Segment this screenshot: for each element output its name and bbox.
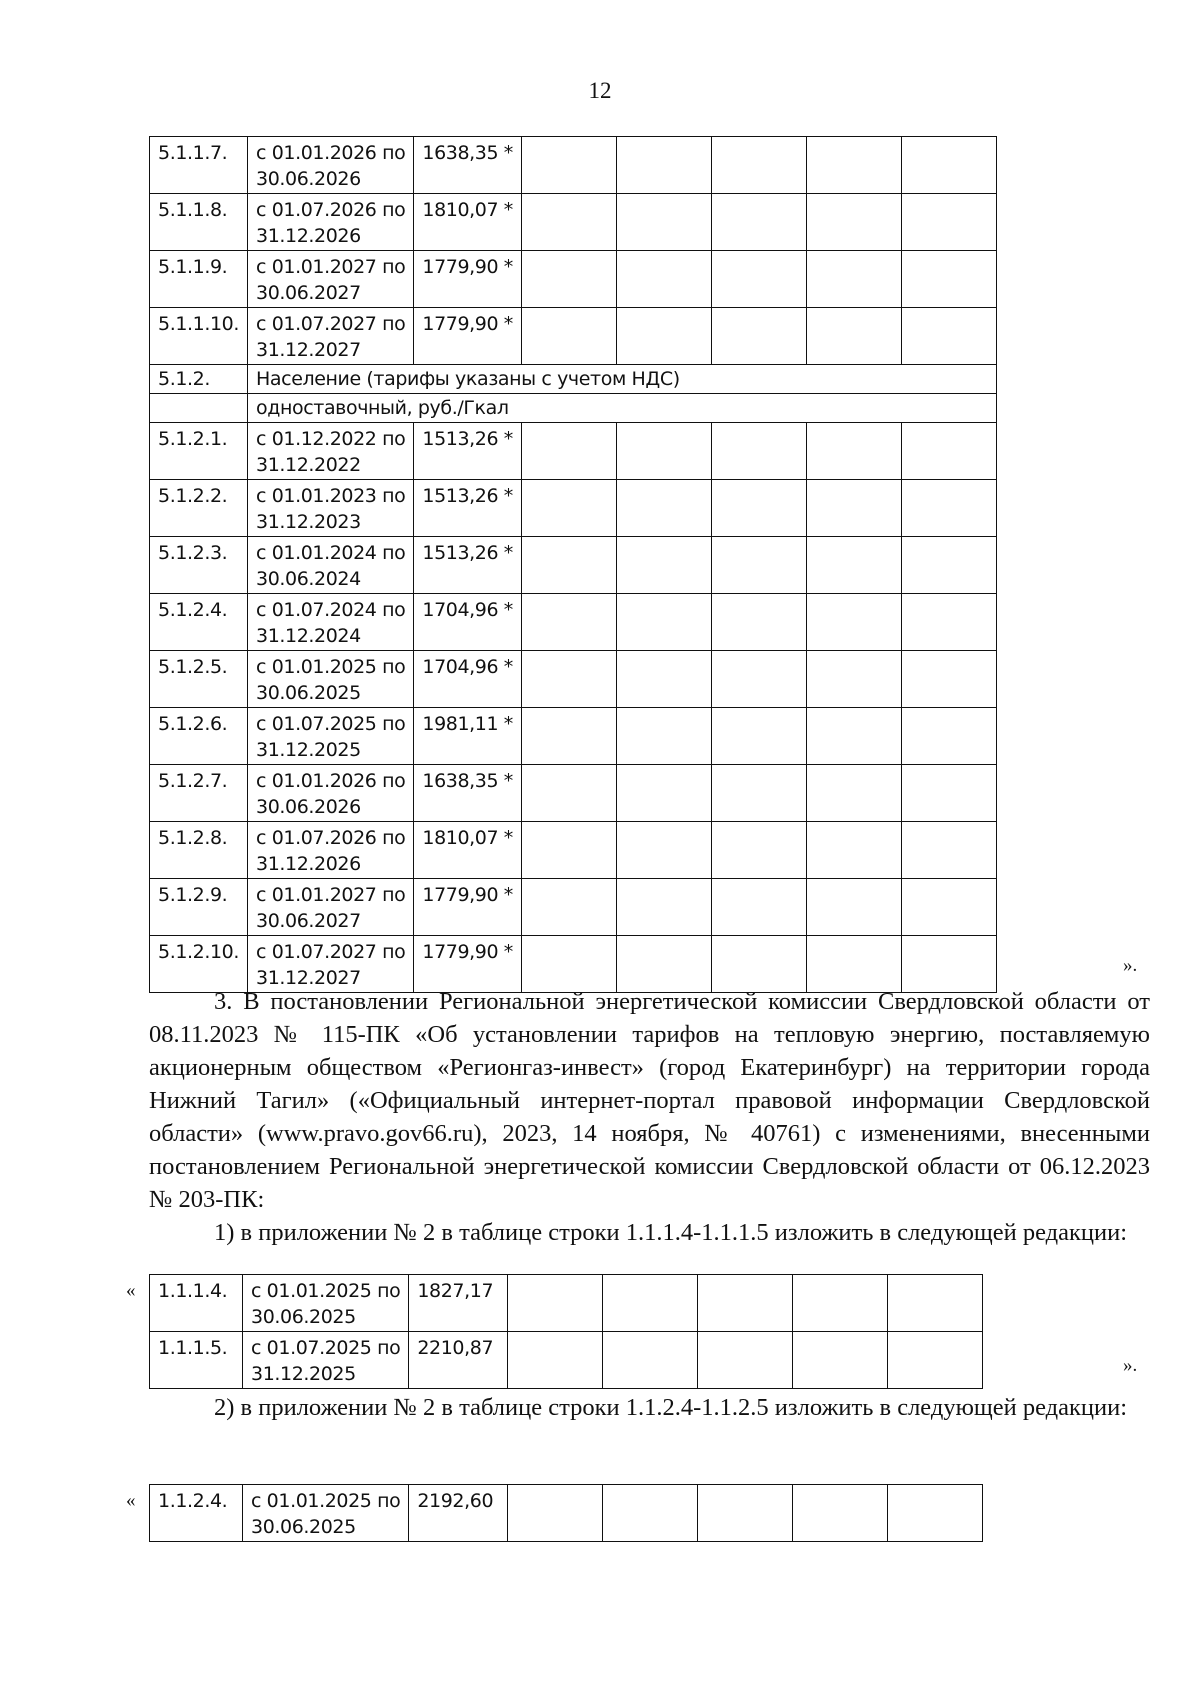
empty-cell [711, 822, 806, 879]
period-cell [243, 1332, 409, 1389]
empty-cell [806, 879, 901, 936]
row-code: 5.1.2.9. [150, 879, 248, 936]
empty-cell [521, 251, 616, 308]
empty-cell [616, 480, 711, 537]
empty-cell [901, 308, 996, 365]
period-cell [243, 1485, 409, 1542]
period-cell [248, 251, 414, 308]
row-code: 5.1.1.8. [150, 194, 248, 251]
empty-cell [711, 308, 806, 365]
empty-cell [616, 936, 711, 993]
period-cell [248, 879, 414, 936]
period-start: с 01.12.2022 по [256, 428, 406, 450]
period-cell [248, 651, 414, 708]
empty-cell [901, 423, 996, 480]
empty-cell [711, 537, 806, 594]
period-start: с 01.07.2026 по [256, 827, 406, 849]
empty-cell [711, 936, 806, 993]
empty-cell [711, 765, 806, 822]
period-start: с 01.01.2024 по [256, 542, 406, 564]
row-code: 5.1.2.4. [150, 594, 248, 651]
empty-cell [508, 1485, 603, 1542]
period-start: с 01.01.2025 по [251, 1280, 401, 1302]
period-end: 30.06.2027 [256, 910, 361, 932]
tariff-value: 1779,90 * [414, 879, 522, 936]
empty-cell [616, 879, 711, 936]
period-start: с 01.07.2025 по [251, 1337, 401, 1359]
tariff-value: 1638,35 * [414, 765, 522, 822]
empty-cell [521, 423, 616, 480]
tariff-value: 1779,90 * [414, 308, 522, 365]
empty-cell [806, 708, 901, 765]
empty-cell [521, 537, 616, 594]
period-end: 31.12.2024 [256, 625, 361, 647]
period-cell [248, 594, 414, 651]
table-section-row [150, 394, 997, 423]
period-end: 30.06.2025 [251, 1306, 356, 1328]
period-cell [248, 480, 414, 537]
table-row [150, 594, 997, 651]
empty-cell [616, 651, 711, 708]
empty-cell [521, 651, 616, 708]
table-row [150, 137, 997, 194]
row-code: 5.1.2.10. [150, 936, 248, 993]
row-code: 5.1.1.7. [150, 137, 248, 194]
empty-cell [806, 194, 901, 251]
empty-cell [603, 1485, 698, 1542]
tariff-value: 1513,26 * [414, 480, 522, 537]
empty-cell [901, 765, 996, 822]
period-start: с 01.01.2025 по [251, 1490, 401, 1512]
empty-cell [901, 137, 996, 194]
tariff-value: 1827,17 [409, 1275, 508, 1332]
empty-cell [901, 251, 996, 308]
empty-cell [901, 480, 996, 537]
period-start: с 01.07.2025 по [256, 713, 406, 735]
empty-cell [616, 308, 711, 365]
empty-cell [711, 594, 806, 651]
table2-close-quote: ». [1123, 1355, 1138, 1376]
empty-cell [616, 251, 711, 308]
row-code: 5.1.2.2. [150, 480, 248, 537]
table2-open-quote: « [126, 1280, 136, 1301]
empty-cell [521, 480, 616, 537]
empty-cell [616, 423, 711, 480]
period-start: с 01.07.2027 по [256, 313, 406, 335]
empty-cell [806, 936, 901, 993]
empty-cell [901, 822, 996, 879]
empty-cell [806, 765, 901, 822]
empty-cell [521, 137, 616, 194]
empty-cell [901, 537, 996, 594]
empty-cell [711, 651, 806, 708]
period-end: 31.12.2026 [256, 225, 361, 247]
row-code: 5.1.2.6. [150, 708, 248, 765]
tariff-value: 1513,26 * [414, 423, 522, 480]
table-row [150, 1485, 983, 1542]
empty-cell [711, 708, 806, 765]
period-cell [243, 1275, 409, 1332]
table-row [150, 651, 997, 708]
empty-cell [521, 194, 616, 251]
period-start: с 01.07.2024 по [256, 599, 406, 621]
table-row [150, 1275, 983, 1332]
row-code: 1.1.1.5. [150, 1332, 243, 1389]
period-start: с 01.01.2027 по [256, 884, 406, 906]
empty-cell [616, 708, 711, 765]
empty-cell [793, 1485, 888, 1542]
empty-cell [711, 480, 806, 537]
empty-cell [603, 1332, 698, 1389]
empty-cell [806, 822, 901, 879]
period-cell [248, 936, 414, 993]
empty-cell [698, 1332, 793, 1389]
table-section-row [150, 365, 997, 394]
period-end: 31.12.2025 [251, 1363, 356, 1385]
row-code [150, 394, 248, 423]
empty-cell [806, 651, 901, 708]
tariff-value: 2210,87 [409, 1332, 508, 1389]
empty-cell [521, 765, 616, 822]
table1-close-quote: ». [1123, 955, 1138, 976]
empty-cell [888, 1332, 983, 1389]
empty-cell [793, 1332, 888, 1389]
empty-cell [711, 194, 806, 251]
tariff-value: 1638,35 * [414, 137, 522, 194]
empty-cell [888, 1275, 983, 1332]
period-end: 31.12.2023 [256, 511, 361, 533]
period-end: 30.06.2025 [256, 682, 361, 704]
period-cell [248, 137, 414, 194]
tariff-value: 1704,96 * [414, 651, 522, 708]
empty-cell [711, 423, 806, 480]
table-row [150, 765, 997, 822]
row-code: 5.1.2.5. [150, 651, 248, 708]
tariff-table-5-1 [149, 136, 997, 993]
tariff-table-1-1-2 [149, 1484, 983, 1542]
period-cell [248, 308, 414, 365]
tariff-value: 1704,96 * [414, 594, 522, 651]
empty-cell [711, 251, 806, 308]
empty-cell [616, 594, 711, 651]
table-row [150, 537, 997, 594]
empty-cell [901, 594, 996, 651]
tariff-value: 1779,90 * [414, 251, 522, 308]
tariff-value: 1981,11 * [414, 708, 522, 765]
empty-cell [603, 1275, 698, 1332]
period-end: 31.12.2022 [256, 454, 361, 476]
empty-cell [521, 308, 616, 365]
period-start: с 01.07.2027 по [256, 941, 406, 963]
period-cell [248, 194, 414, 251]
empty-cell [698, 1275, 793, 1332]
period-cell [248, 423, 414, 480]
period-cell [248, 537, 414, 594]
empty-cell [698, 1485, 793, 1542]
tariff-value: 1779,90 * [414, 936, 522, 993]
period-start: с 01.01.2023 по [256, 485, 406, 507]
empty-cell [901, 194, 996, 251]
period-start: с 01.01.2027 по [256, 256, 406, 278]
period-end: 30.06.2026 [256, 168, 361, 190]
empty-cell [508, 1332, 603, 1389]
page-number: 12 [588, 78, 612, 103]
period-start: с 01.01.2026 по [256, 770, 406, 792]
empty-cell [616, 137, 711, 194]
empty-cell [521, 822, 616, 879]
period-end: 31.12.2027 [256, 967, 361, 989]
table-row [150, 480, 997, 537]
tariff-value: 2192,60 [409, 1485, 508, 1542]
table-row [150, 251, 997, 308]
table-row [150, 708, 997, 765]
table-row [150, 879, 997, 936]
empty-cell [901, 879, 996, 936]
item-1: 1) в приложении № 2 в таблице строки 1.1.1.4-1.1.1.5 изложить в следующей редакции: [214, 1219, 1128, 1246]
empty-cell [521, 879, 616, 936]
row-code: 5.1.2.1. [150, 423, 248, 480]
row-code: 5.1.2. [150, 365, 248, 394]
row-code: 1.1.1.4. [150, 1275, 243, 1332]
table-row [150, 936, 997, 993]
period-end: 30.06.2026 [256, 796, 361, 818]
item-2: 2) в приложении № 2 в таблице строки 1.1.2.4-1.1.2.5 изложить в следующей редакции: [214, 1394, 1128, 1421]
paragraph-3: 3. В постановлении Региональной энергетической комиссии Свердловской области от 08.11.2023 № 115-ПК «Об установлении тарифов на тепловую энергию, поставляемую акционерным обществом «Регионгаз-инвест» (город Екатеринбург) на территории города Нижний Тагил» («Официальный интернет-портал правовой информации Свердловской области» (www.pravo.gov66.ru), 2023, 14 ноября, № 40761) с изменениями, внесенными постановлением Региональной энергетической комиссии Свердловской области от 06.12.2023 № 203-ПК: [149, 988, 1150, 1213]
period-end: 31.12.2027 [256, 339, 361, 361]
section-caption: одноставочный, руб./Гкал [248, 394, 997, 423]
period-start: с 01.07.2026 по [256, 199, 406, 221]
period-end: 30.06.2025 [251, 1516, 356, 1538]
empty-cell [793, 1275, 888, 1332]
empty-cell [901, 708, 996, 765]
table-row [150, 822, 997, 879]
empty-cell [521, 936, 616, 993]
period-cell [248, 765, 414, 822]
period-cell [248, 708, 414, 765]
empty-cell [806, 137, 901, 194]
tariff-value: 1810,07 * [414, 822, 522, 879]
tariff-value: 1513,26 * [414, 537, 522, 594]
table-row [150, 308, 997, 365]
tariff-table-1-1-1 [149, 1274, 983, 1389]
period-end: 31.12.2026 [256, 853, 361, 875]
row-code: 5.1.2.8. [150, 822, 248, 879]
table-row [150, 1332, 983, 1389]
empty-cell [711, 137, 806, 194]
empty-cell [888, 1485, 983, 1542]
empty-cell [711, 879, 806, 936]
empty-cell [508, 1275, 603, 1332]
empty-cell [616, 765, 711, 822]
empty-cell [901, 651, 996, 708]
table-row [150, 194, 997, 251]
empty-cell [616, 822, 711, 879]
empty-cell [806, 423, 901, 480]
row-code: 5.1.1.9. [150, 251, 248, 308]
empty-cell [616, 194, 711, 251]
row-code: 1.1.2.4. [150, 1485, 243, 1542]
tariff-value: 1810,07 * [414, 194, 522, 251]
period-end: 30.06.2027 [256, 282, 361, 304]
empty-cell [521, 594, 616, 651]
period-end: 30.06.2024 [256, 568, 361, 590]
row-code: 5.1.1.10. [150, 308, 248, 365]
table3-open-quote: « [126, 1490, 136, 1511]
empty-cell [806, 480, 901, 537]
period-cell [248, 822, 414, 879]
empty-cell [806, 308, 901, 365]
period-start: с 01.01.2026 по [256, 142, 406, 164]
row-code: 5.1.2.7. [150, 765, 248, 822]
empty-cell [901, 936, 996, 993]
table-row [150, 423, 997, 480]
empty-cell [806, 251, 901, 308]
period-end: 31.12.2025 [256, 739, 361, 761]
period-start: с 01.01.2025 по [256, 656, 406, 678]
empty-cell [806, 537, 901, 594]
empty-cell [806, 594, 901, 651]
section-caption: Население (тарифы указаны с учетом НДС) [248, 365, 997, 394]
row-code: 5.1.2.3. [150, 537, 248, 594]
empty-cell [616, 537, 711, 594]
empty-cell [521, 708, 616, 765]
